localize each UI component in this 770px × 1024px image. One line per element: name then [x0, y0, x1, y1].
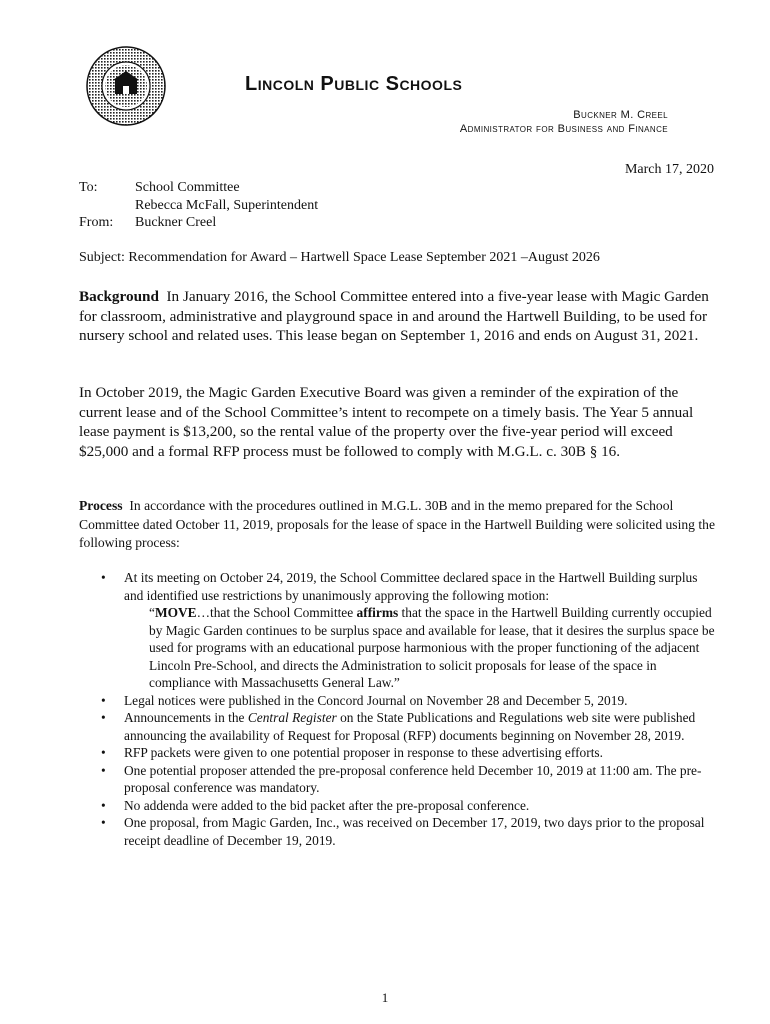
to-recipient-2: Rebecca McFall, Superintendent [135, 197, 319, 213]
central-register: Central Register [247, 710, 337, 725]
admin-title: Administrator for Business and Finance [459, 123, 668, 135]
list-item [79, 692, 719, 710]
list-item [79, 814, 719, 849]
process-paragraph [79, 497, 719, 553]
quote-move: MOVE [154, 605, 197, 620]
list-item-text: Announcements in the Central Register on the State Publications and Regulations web site were published announcing the availability of Request for Proposal (RFP) documents beginning on November 28, 2019. [124, 710, 696, 743]
list-item [79, 762, 719, 797]
bullet-marker: • [101, 570, 106, 585]
bullet-marker: • [101, 797, 106, 813]
list-item-text: One proposal, from Magic Garden, Inc., was received on December 17, 2019, two days prior to the proposal receipt deadline of December 19, 2019. [124, 815, 705, 848]
to-recipient-1: School Committee [135, 180, 240, 195]
motion-quote: “MOVE…that the School Committee affirms that the space in the Hartwell Building currently occupied by Magic Garden continues to be surplus space and available for lease, that it desires the surplus space be used for programs with an educational purpose harmonious with the proper functioning of the adjacent Lincoln Pre-School, and directs the Administration to solicit proposals for lease of the space in compliance with Massachusetts General Law.” [149, 605, 715, 690]
bullet-marker: • [101, 692, 106, 708]
memo-date: March 17, 2020 [624, 162, 714, 177]
page-number: 1 [381, 990, 389, 1005]
bullet-marker: • [101, 745, 106, 760]
process-text: In accordance with the procedures outlined in M.G.L. 30B and in the memo prepared for the School Committee dated October 11, 2019, proposals for the lease of space in the Hartwell Building were solicited using the following process: [79, 498, 715, 550]
subject-label: Subject: [79, 250, 125, 265]
process-list [79, 569, 719, 849]
from-value: Buckner Creel [135, 215, 217, 230]
subject-value: Recommendation for Award – Hartwell Space Lease September 2021 –August 2026 [128, 250, 600, 265]
lease-paragraph: In October 2019, the Magic Garden Executive Board was given a reminder of the expiration of the current lease and of the School Committee’s intent to recompete on a timely basis. The Year 5 annual lease payment is $13,200, so the rental value of the property over the five-year period will exceed $25,000 and a formal RFP process must be followed to comply with M.G.L. c. 30B § 16. [79, 384, 694, 460]
list-item [79, 569, 719, 692]
bullet-marker: • [101, 710, 106, 725]
list-item-text: Legal notices were published in the Concord Journal on November 28 and December 5, 2019. [124, 692, 628, 708]
memo-header [79, 179, 318, 232]
list-item-text: RFP packets were given to one potential proposer in response to these advertising efforts. [124, 745, 603, 760]
list-item [79, 744, 719, 762]
background-heading: Background [79, 288, 159, 305]
school-seal-icon [86, 46, 166, 126]
to-label: To: [79, 180, 98, 195]
process-heading: Process [79, 498, 123, 513]
background-paragraph [79, 287, 719, 346]
quote-affirms: affirms [356, 605, 399, 620]
bullet-marker: • [101, 815, 106, 830]
from-label: From: [79, 215, 114, 230]
org-name: Lincoln Public Schools [245, 73, 463, 95]
list-item-text: No addenda were added to the bid packet after the pre-proposal conference. [124, 797, 530, 813]
bullet-marker: • [101, 762, 106, 778]
list-item [79, 709, 719, 744]
list-item-text: At its meeting on October 24, 2019, the School Committee declared space in the Hartwell Building surplus and identified use restrictions by unanimously approving the following motion: [124, 570, 698, 603]
admin-block [460, 108, 668, 136]
background-text: In January 2016, the School Committee entered into a five-year lease with Magic Garden for classroom, administrative and playground space in and around the Hartwell Building, to be used for nursery school and related uses. This lease began on September 1, 2016 and ends on August 31, 2021. [79, 288, 709, 344]
list-item-text: One potential proposer attended the pre-proposal conference held December 10, 2019 at 11:00 am. The pre-proposal conference was mandatory. [124, 762, 702, 795]
memo-subject [79, 250, 600, 266]
admin-name: Buckner M. Creel [573, 109, 668, 121]
list-item [79, 797, 719, 815]
